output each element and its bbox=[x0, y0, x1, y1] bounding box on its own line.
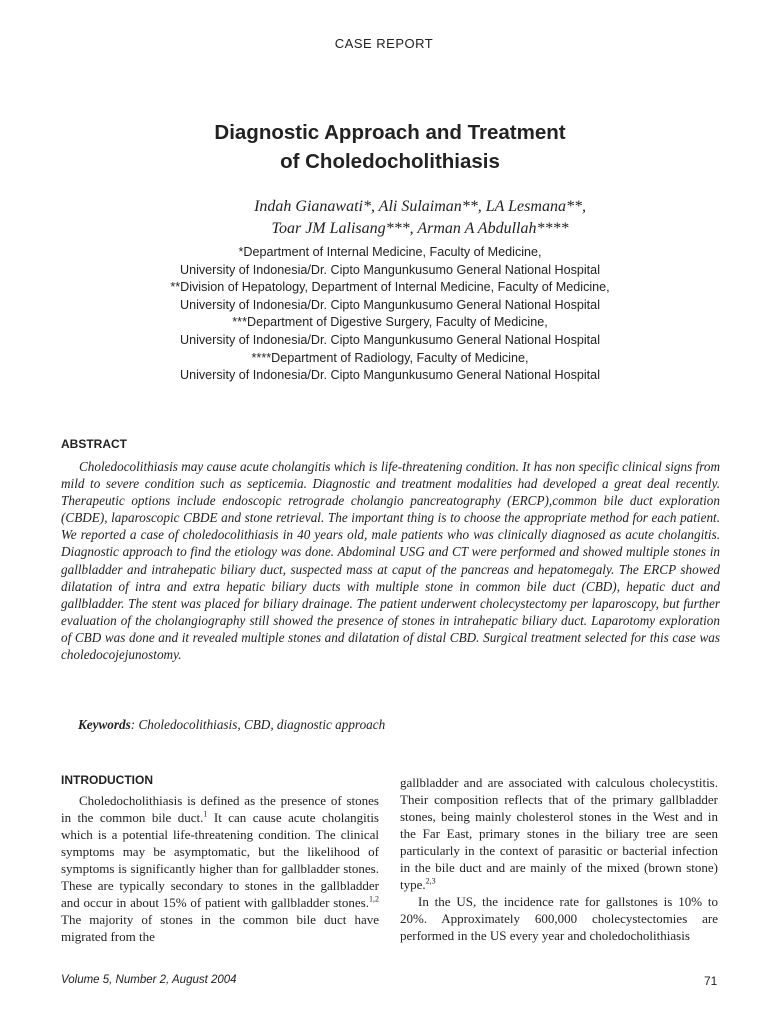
intro-text: It can cause acute cholangitis which is a potential life-threatening condition. The clinical symptoms may be asymptomatic, but the likelihood of symptoms is significantly higher than for gallbladder stones. These are typically secondary to stones in the gallbladder and occur in about 15% of patient with gallbladder stones. bbox=[61, 810, 379, 910]
reference-mark: 1,2 bbox=[369, 894, 379, 904]
affiliation-line: University of Indonesia/Dr. Cipto Mangunkusumo General National Hospital bbox=[179, 262, 600, 277]
intro-paragraph: In the US, the incidence rate for gallstones is 10% to 20%. Approximately 600,000 cholecystectomies are performed in the US every year and choledocholithiasis bbox=[400, 894, 718, 943]
affiliation-line: University of Indonesia/Dr. Cipto Mangunkusumo General National Hospital bbox=[179, 368, 600, 383]
keywords bbox=[78, 717, 385, 733]
introduction-heading: INTRODUCTION bbox=[61, 773, 153, 787]
affiliations bbox=[60, 244, 720, 385]
affiliation-line: ***Department of Digestive Surgery, Faculty of Medicine, bbox=[232, 315, 548, 330]
intro-text: Choledocholithiasis is defined as the presence of stones in the common bile duct. bbox=[61, 793, 379, 825]
affiliation-line: ****Department of Radiology, Faculty of Medicine, bbox=[251, 350, 529, 365]
title-line-2: of Choledocholithiasis bbox=[280, 150, 500, 173]
authors-line-2: Toar JM Lalisang***, Arman A Abdullah**** bbox=[271, 220, 569, 237]
section-label: CASE REPORT bbox=[334, 36, 434, 51]
reference-mark: 1 bbox=[203, 809, 208, 819]
journal-volume: Volume 5, Number 2, August 2004 bbox=[61, 974, 237, 986]
reference-mark: 2,3 bbox=[425, 876, 436, 886]
intro-paragraph bbox=[61, 792, 379, 945]
intro-paragraph-continued bbox=[400, 775, 718, 892]
abstract-body: Choledocolithiasis may cause acute cholangitis which is life-threatening condition. It has non specific clinical signs from mild to severe condition such as septicemia. Diagnostic and treatment modalities had developed a great deal recently. Therapeutic options include endoscopic retrograde cholangio pancreatography (ERCP),common bile duct exploration (CBDE), laparoscopic CBDE and stone retrieval. The important thing is to choose the appropriate method for each patient. We reported a case of choledocolithiasis in 40 years old, male patients who was clinically diagnosed as acute cholangitis. Diagnostic approach to find the etiology was done. Abdominal USG and CT were performed and showed multiple stones in gallbladder and intrahepatic biliary duct, suspected mass at caput of the pancreas and hepatomegaly. The ERCP showed dilatation of intra and extra hepatic biliary ducts with multiple stone in common bile duct (CBD), hepatic duct and gallbladder. The stent was placed for biliary drainage. The patient underwent cholecystectomy per laparoscopy, but further evaluation of the cholangiography still showed the presence of stones in intrahepatic biliary duct. Laparotomy exploration of CBD was done and it revealed multiple stones and dilatation of distal CBD. Surgical treatment selected for this case was choledocojejunostomy. bbox=[61, 459, 720, 663]
abstract-text bbox=[61, 458, 720, 663]
affiliation-line: *Department of Internal Medicine, Faculty of Medicine, bbox=[238, 245, 542, 259]
paper-title bbox=[60, 118, 720, 176]
keywords-text: : Choledocolithiasis, CBD, diagnostic approach bbox=[130, 717, 386, 732]
keywords-label: Keywords bbox=[78, 717, 131, 732]
intro-column-right bbox=[400, 774, 718, 944]
affiliation-line: University of Indonesia/Dr. Cipto Mangunkusumo General National Hospital bbox=[179, 297, 600, 312]
authors-line-1: Indah Gianawati*, Ali Sulaiman**, LA Lesmana**, bbox=[254, 198, 586, 215]
intro-column-left bbox=[61, 792, 379, 945]
affiliation-line: University of Indonesia/Dr. Cipto Mangunkusumo General National Hospital bbox=[179, 332, 600, 347]
affiliation-line: **Division of Hepatology, Department of Internal Medicine, Faculty of Medicine, bbox=[170, 280, 610, 295]
author-list bbox=[60, 196, 768, 240]
title-line-1: Diagnostic Approach and Treatment bbox=[214, 121, 566, 144]
intro-text: gallbladder and are associated with calculous cholecystitis. Their composition reflects that of the primary gallbladder stones, being mainly cholesterol stones in the West and in the Far East, primary stones in the biliary tree are seen particularly in the context of parasitic or bacterial infection in the bile duct and are mainly of the mixed (brown stone) type. bbox=[400, 775, 718, 892]
abstract-heading: ABSTRACT bbox=[61, 437, 127, 451]
page-number: 71 bbox=[704, 974, 718, 988]
intro-text: The majority of stones in the common bile duct have migrated from the bbox=[61, 912, 379, 944]
